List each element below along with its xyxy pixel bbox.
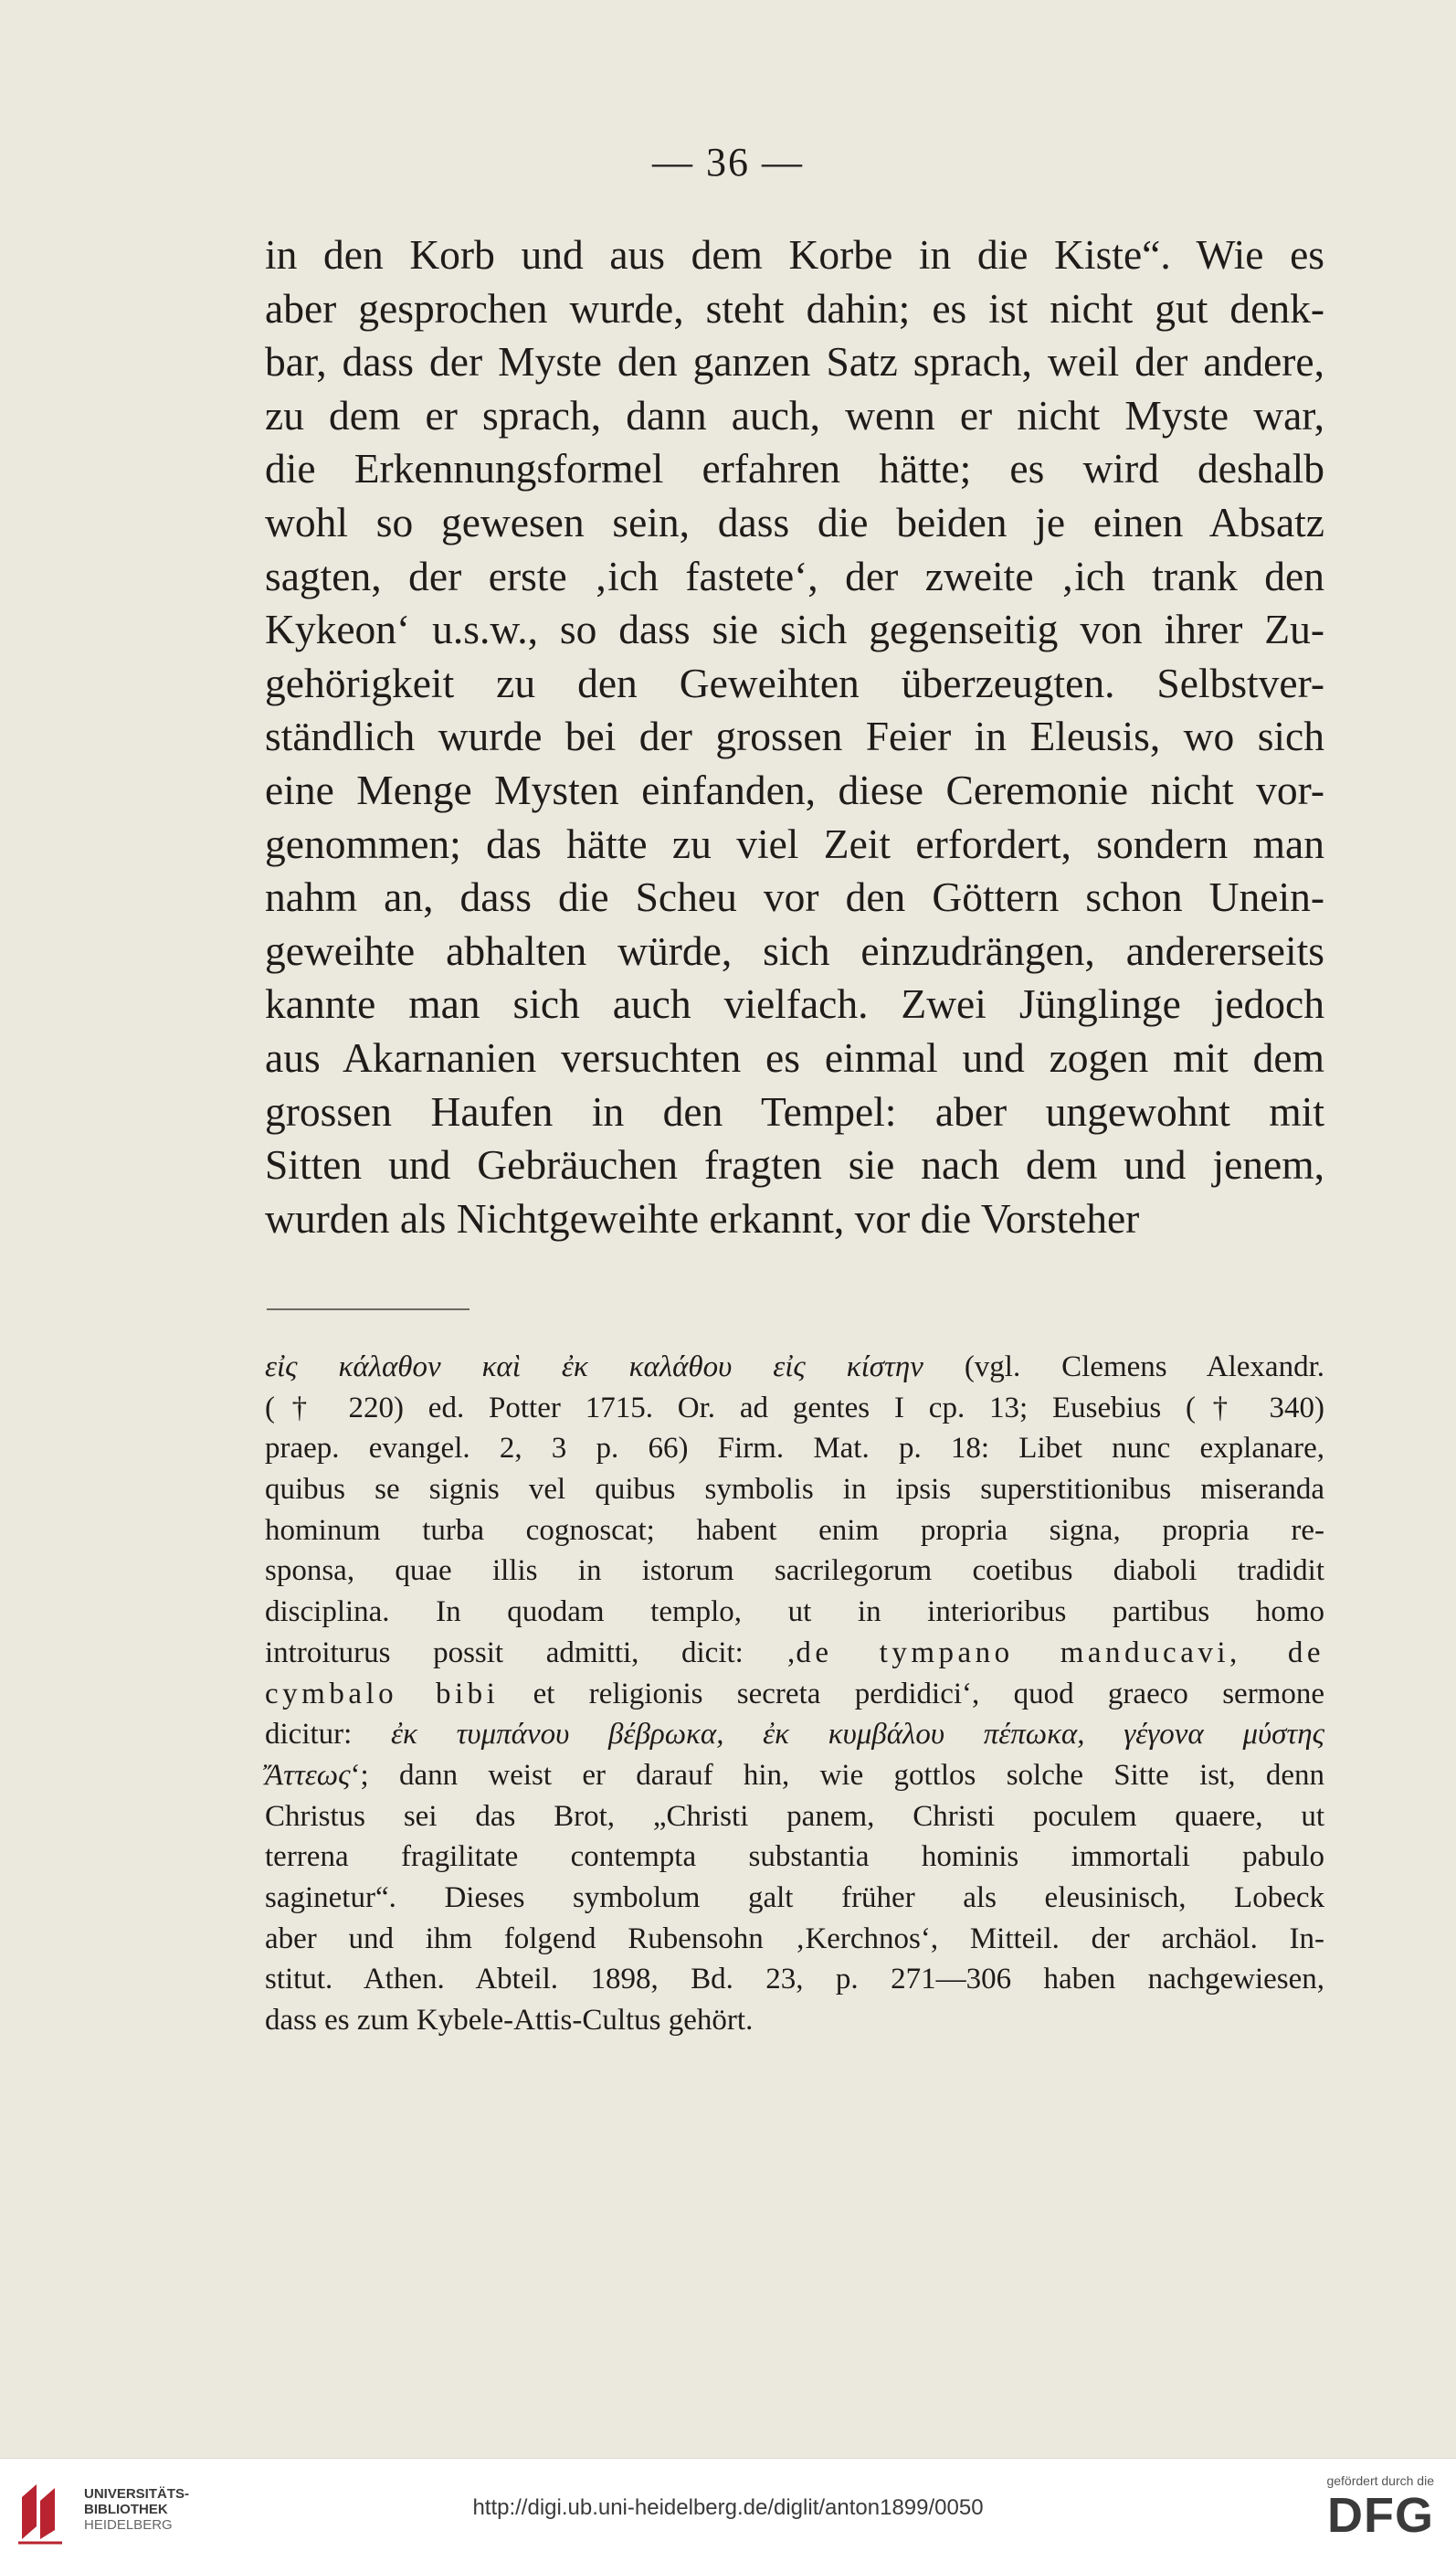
footnote-line: stitut. Athen. Abteil. 1898, Bd. 23, p. 271—306 haben nachgewiesen,: [265, 1963, 1324, 1996]
footnote-line: dicitur: ἐκ τυμπάνου βέβρωκα, ἐκ κυμβάλου πέπωκα, γέγονα μύστης: [265, 1718, 1325, 1752]
text-line: bar, dass der Myste den ganzen Satz sprach, weil der andere,: [265, 338, 1324, 386]
footnote-line: cymbalo bibi et religionis secreta perdidici‘, quod graeco sermone: [265, 1677, 1324, 1710]
text-line: kannte man sich auch vielfach. Zwei Jünglinge jedoch: [265, 980, 1324, 1028]
text-line: genommen; das hätte zu viel Zeit erfordert, sondern man: [265, 820, 1324, 867]
text-line: die Erkennungsformel erfahren hätte; es wird deshalb: [265, 445, 1324, 492]
text-line: aus Akarnanien versuchten es einmal und zogen mit dem: [265, 1033, 1324, 1081]
funding-notice: [1288, 2473, 1434, 2543]
text-line: zu dem er sprach, dann auch, wenn er nicht Myste war,: [265, 391, 1324, 439]
text-line: grossen Haufen in den Tempel: aber ungewohnt mit: [265, 1087, 1324, 1135]
text-line: wurden als Nichtgeweihte erkannt, vor die Vorsteher: [265, 1194, 1140, 1242]
footnote-line: Christus sei das Brot, „Christi panem, Christi poculem quaere, ut: [265, 1799, 1324, 1833]
footnote-line: terrena fragilitate contempta substantia hominis immortali pabulo: [265, 1840, 1324, 1874]
footnote-line: introiturus possit admitti, dicit: ‚de tympano manducavi, de: [265, 1636, 1324, 1669]
text-line: eine Menge Mysten einfanden, diese Ceremonie nicht vor-: [265, 766, 1324, 813]
viewer-footer: [0, 2458, 1456, 2562]
text-line: wohl so gewesen sein, dass die beiden je einen Absatz: [265, 498, 1324, 545]
footnote-line: hominum turba cognoscat; habent enim propria signa, propria re-: [265, 1513, 1324, 1547]
text-line: Kykeon‘ u.s.w., so dass sie sich gegenseitig von ihrer Zu-: [265, 606, 1324, 653]
text-line: Sitten und Gebräuchen fragten sie nach dem und jenem,: [265, 1141, 1324, 1189]
footnote: [265, 1347, 1324, 2041]
footnote-line: praep. evangel. 2, 3 p. 66) Firm. Mat. p. 18: Libet nunc explanare,: [265, 1432, 1324, 1466]
text-line: gehörigkeit zu den Geweihten überzeugten. Selbstver-: [265, 659, 1324, 706]
footnote-line: εἰς κάλαθον καὶ ἐκ καλάθου εἰς κίστην (vgl. Clemens Alexandr.: [265, 1350, 1324, 1383]
main-text: [265, 228, 1324, 1245]
text-line: geweihte abhalten würde, sich einzudrängen, andererseits: [265, 926, 1324, 974]
footnote-line: Ἄττεως‘; dann weist er darauf hin, wie gottlos solche Sitte ist, denn: [265, 1758, 1324, 1792]
text-line: sagten, der erste ‚ich fastete‘, der zweite ‚ich trank den: [265, 552, 1324, 599]
funding-caption: gefördert durch die: [1326, 2473, 1434, 2488]
text-line: in den Korb und aus dem Korbe in die Kiste“. Wie es: [265, 231, 1324, 278]
footnote-line: († 220) ed. Potter 1715. Or. ad gentes I cp. 13; Eusebius († 340): [265, 1391, 1324, 1424]
footnote-line: aber und ihm folgend Rubensohn ‚Kerchnos‘, Mitteil. der archäol. In-: [265, 1922, 1324, 1955]
text-line: nahm an, dass die Scheu vor den Göttern schon Unein-: [265, 873, 1324, 921]
footnote-line: disciplina. In quodam templo, ut in interioribus partibus homo: [265, 1595, 1324, 1629]
footnote-separator: [267, 1308, 470, 1310]
footnote-line: sponsa, quae illis in istorum sacrilegorum coetibus diaboli tradidit: [265, 1554, 1324, 1588]
footnote-line: quibus se signis vel quibus symbolis in ipsis superstitionibus miseranda: [265, 1473, 1324, 1507]
text-line: ständlich wurde bei der grossen Feier in Eleusis, wo sich: [265, 713, 1324, 760]
page-number: — 36 —: [652, 140, 804, 185]
library-name: UNIVERSITÄTS- BIBLIOTHEK HEIDELBERG: [84, 2486, 190, 2533]
footnote-line: saginetur“. Dieses symbolum galt früher als eleusinisch, Lobeck: [265, 1880, 1324, 1914]
dfg-logo: DFG: [1327, 2488, 1434, 2543]
text-line: aber gesprochen wurde, steht dahin; es ist nicht gut denk-: [265, 284, 1324, 332]
footnote-line: dass es zum Kybele-Attis-Cultus gehört.: [265, 2004, 754, 2037]
permalink-url[interactable]: http://digi.ub.uni-heidelberg.de/diglit/anton1899/0050: [472, 2495, 984, 2520]
